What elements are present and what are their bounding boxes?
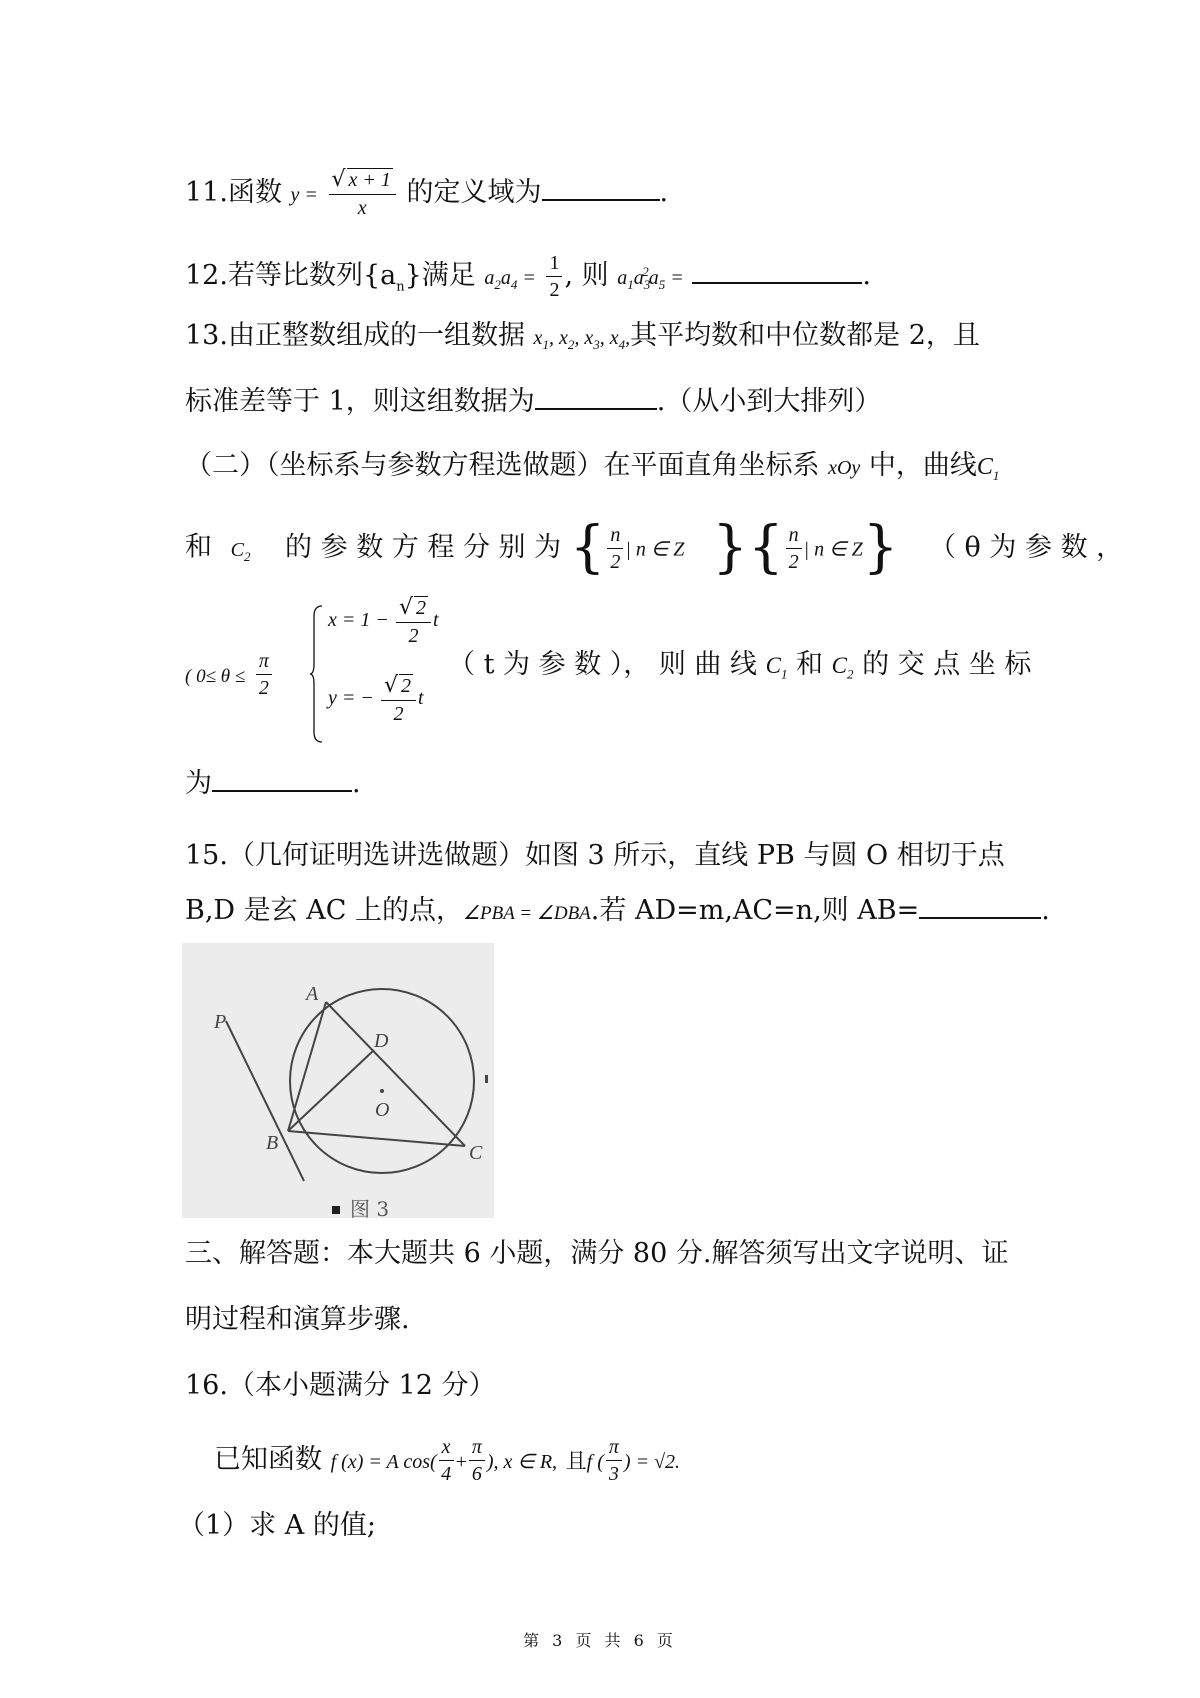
q12-mid: }满足 — [404, 260, 476, 291]
set-close-brace-2: } — [862, 515, 899, 580]
label-a: A — [306, 983, 319, 1005]
question-15-line-2 — [185, 895, 1050, 924]
chord-ac — [326, 1002, 465, 1146]
q16-domain: ), x ∈ R, — [486, 1451, 558, 1473]
figure-3 — [182, 943, 494, 1218]
label-p: P — [214, 1011, 227, 1033]
system-brace — [310, 604, 324, 744]
q13-line-2-text: 标准差等于 1，则这组数据为 — [185, 386, 535, 417]
q16-x-over-4: $\frac{x}{4}$ — [439, 1436, 454, 1485]
label-o: O — [375, 1099, 390, 1121]
system-y-eq: y = − $\frac{√ 2}{2}$ t — [328, 673, 424, 726]
q13-variables: $x_1$, $x_2$, $x_3$, $x_4$, — [533, 327, 631, 352]
question-13-line-1 — [185, 322, 980, 351]
q13-suffix: 其平均数和中位数都是 2，且 — [630, 320, 980, 351]
q12-end: . — [862, 260, 871, 291]
q11-numerator: x + 1 — [348, 169, 391, 191]
segment-ab — [288, 1002, 326, 1131]
q14-c1-b: $C_1$ — [765, 653, 788, 682]
question-15-line-1 — [185, 842, 1005, 869]
q13-answer-blank[interactable] — [535, 386, 657, 410]
q15-end: . — [1041, 895, 1050, 926]
q12-sub-n: n — [396, 279, 405, 295]
label-c: C — [469, 1142, 483, 1164]
question-11 — [185, 168, 668, 219]
q11-end: . — [659, 177, 669, 209]
question-14-line-1 — [185, 452, 999, 482]
q16-plus: + — [455, 1451, 467, 1473]
set-1-condition: | n ∈ Z — [625, 538, 685, 561]
q11-y-eq: y = — [290, 184, 318, 207]
q16-pi-over-3: $\frac{\pi}{3}$ — [606, 1436, 622, 1485]
set-close-brace: } — [712, 515, 749, 580]
theta-range-prefix: ( 0≤ θ ≤ — [185, 666, 246, 687]
question-14-line-3 — [448, 651, 1031, 681]
label-b: B — [266, 1132, 279, 1154]
theta-range — [185, 650, 274, 699]
q14-prefix: （二）（坐标系与参数方程选做题）在平面直角坐标系 — [185, 450, 820, 481]
q14-c2-b: $C_2$ — [831, 653, 854, 682]
section-3-line-1 — [185, 1240, 1008, 1267]
q11-answer-blank[interactable] — [542, 177, 660, 201]
q16-f-at: f ( — [586, 1451, 604, 1473]
q14-and: 和 — [185, 531, 212, 563]
q12-prefix: 12.若等比数列{a — [185, 260, 397, 291]
q14-and-b: 和 — [796, 649, 824, 680]
set-1-fraction: $\frac{n}{2}$ — [607, 524, 623, 573]
q11-denominator: x — [357, 197, 367, 220]
question-12 — [185, 252, 871, 301]
section-3-line-2 — [185, 1306, 410, 1333]
q15-line-1-text: 15.（几何证明选讲选做题）如图 3 所示，直线 PB 与圆 O 相切于点 — [185, 840, 1005, 871]
q12-expression: $a_1a_3^2a_5$ = — [617, 264, 684, 292]
page-footer: 第 3 页 共 6 页 — [523, 1631, 677, 1650]
label-d: D — [374, 1030, 389, 1052]
q14-intersection-text: 的 交 点 坐 标 — [862, 649, 1032, 680]
q15-angle-condition: ∠PBA = ∠DBA — [462, 903, 591, 924]
q12-half: $\frac{1}{2}$ — [546, 252, 562, 301]
q13-prefix: 13.由正整数组成的一组数据 — [185, 320, 525, 351]
q14-line-4-text: 为 — [185, 768, 212, 799]
set-2-condition: | n ∈ Z — [803, 538, 863, 561]
q14-line-3-text: （ t 为 参 数 ）， 则 曲 线 — [448, 649, 758, 680]
q14-line-4-end: . — [352, 768, 361, 799]
q15-prefix: B,D 是玄 AC 上的点， — [185, 895, 463, 926]
section-3-text-1: 三、解答题：本大题共 6 小题，满分 80 分.解答须写出文字说明、证 — [185, 1238, 1009, 1269]
question-16-part-1 — [178, 1512, 376, 1539]
section-3-text-2: 明过程和演算步骤. — [185, 1304, 410, 1335]
q14-answer-blank[interactable] — [212, 768, 352, 792]
question-14-line-2 — [185, 515, 1124, 580]
question-14-line-4 — [185, 768, 361, 797]
q11-fraction: $\frac{√ x + 1}{x}$ — [329, 168, 396, 219]
q14-mid: 中，曲线 — [868, 450, 977, 481]
question-16-given — [214, 1436, 680, 1485]
q14-line-2-suffix: （ θ 为 参 数 ， — [928, 531, 1124, 563]
q14-line-2-mid: 的 参 数 方 程 分 别 为 — [285, 531, 562, 563]
set-open-brace-2: { — [748, 515, 784, 580]
q11-suffix: 的定义域为 — [406, 177, 542, 209]
center-o-dot — [380, 1089, 384, 1093]
q16-value: ) = √2. — [623, 1451, 681, 1473]
q15-answer-blank[interactable] — [919, 895, 1041, 919]
q14-c2: $C_2$ — [230, 538, 251, 564]
q11-prefix: 11.函数 — [185, 177, 282, 209]
q12-then: , 则 — [564, 260, 609, 291]
q16-pi-over-6: $\frac{\pi}{6}$ — [469, 1436, 485, 1485]
theta-upper-bound: $\frac{\pi}{2}$ — [256, 650, 272, 699]
q12-answer-blank[interactable] — [692, 260, 862, 284]
q13-line-2-end: .（从小到大排列） — [656, 386, 882, 417]
set-2-fraction: $\frac{n}{2}$ — [786, 524, 802, 573]
q16-given-prefix: 已知函数 — [214, 1444, 322, 1475]
q14-coordinate-system: xOy — [828, 457, 861, 479]
q12-condition: $a_2a_4$ = — [484, 267, 536, 292]
q15-mid: .若 AD=m,AC=n,则 AB= — [590, 895, 920, 926]
system-x-eq: x = 1 − $\frac{√ 2}{2}$ t — [328, 595, 439, 648]
figure-caption: 图 3 — [350, 1197, 390, 1218]
question-13-line-2 — [185, 386, 881, 415]
q16-and: 且 — [565, 1449, 587, 1473]
q14-c1: $C_1$ — [976, 454, 1000, 483]
q16-function: f (x) = A cos( — [330, 1451, 437, 1473]
question-16-title — [185, 1372, 495, 1399]
set-open-brace: { — [569, 515, 606, 580]
q16-part-1-text: （1）求 A 的值; — [178, 1510, 376, 1541]
geometry-diagram — [182, 943, 494, 1218]
q16-title-text: 16.（本小题满分 12 分） — [185, 1370, 496, 1401]
